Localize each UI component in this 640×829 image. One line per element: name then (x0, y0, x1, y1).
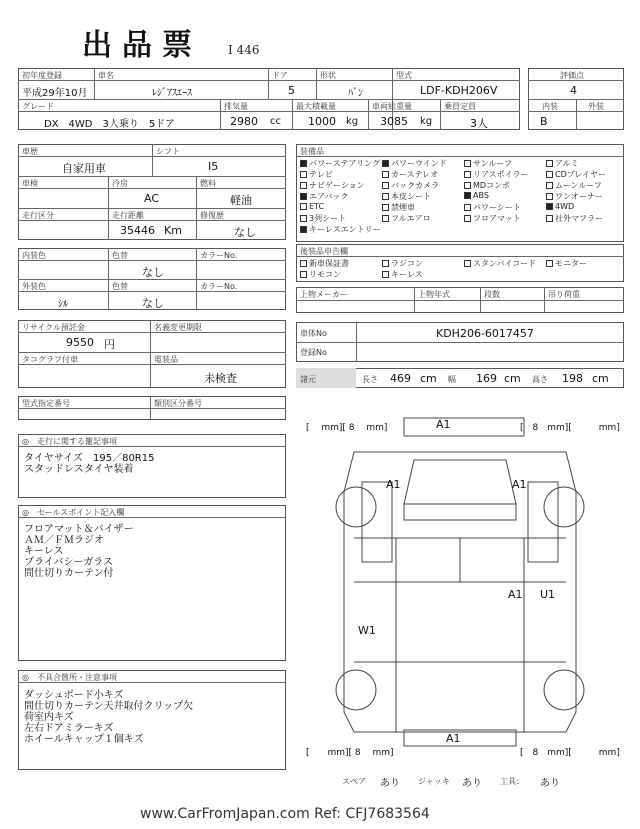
checkbox-icon (300, 193, 307, 200)
equipment-label: ムーンルーフ (555, 181, 602, 190)
checkbox-icon (546, 182, 553, 189)
aftermarket-item (546, 258, 587, 269)
front-bumper-outline (404, 418, 524, 436)
shape-label: 形状 (320, 71, 336, 80)
capacity-label: 乗員定員 (444, 102, 476, 111)
equipment-label: カーステレオ (391, 170, 439, 179)
sales-points-label: ◎ セールスポイント記入欄 (22, 508, 125, 517)
equipment-label: パワーウインド (391, 159, 447, 168)
equipment-label: ABS (473, 191, 489, 200)
capacity-value: 3人 (470, 117, 488, 130)
height-value: 198 (562, 372, 583, 385)
tire-depth-rear-left: [ mm][ 8 mm] (306, 748, 394, 758)
exterior-color-label: 外装色 (22, 282, 46, 291)
sheet-title: 出品票 (82, 28, 202, 63)
aftermarket-label: 新車保証書 (309, 259, 349, 268)
model-label: 型式 (396, 71, 412, 80)
checkbox-icon (546, 203, 553, 210)
tire-rear-right (544, 670, 584, 710)
tire-front-right (544, 487, 584, 527)
reg-number-label: 登録No (300, 348, 327, 357)
interior-color-no-label: カラーNo. (200, 251, 238, 260)
defect-4: 左右ドアミラーキズ (24, 723, 114, 734)
interior-color-change-label: 色替 (112, 251, 128, 260)
damage-mark-7: A1 (446, 732, 461, 745)
tire-rear-left (336, 670, 376, 710)
crane-maker-label: 上物メーカー (300, 290, 348, 299)
crane-load-label: 吊り荷重 (548, 290, 580, 299)
aftermarket-item (300, 258, 349, 269)
history-value: 自家用車 (62, 162, 106, 175)
tire-front-left (336, 487, 376, 527)
equipment-item (382, 180, 439, 191)
equipment-item (300, 169, 333, 180)
checkbox-icon (300, 226, 307, 233)
defect-3: 荷室内キズ (24, 712, 74, 723)
equipment-label: 社外マフラー (555, 214, 603, 223)
equipment-item (464, 158, 512, 169)
checkbox-icon (464, 171, 471, 178)
checkbox-icon (300, 203, 307, 210)
equipment-label: テレビ (309, 170, 333, 179)
grade-label: グレード (22, 102, 54, 111)
lot-number: I 446 (228, 43, 260, 57)
equipment-label: 本皮シート (391, 192, 431, 201)
aftermarket-label: モニター (555, 259, 587, 268)
checkbox-icon (546, 260, 553, 267)
equipment-label: フルエアロ (391, 214, 431, 223)
defect-1: ダッシュボード小キズ (24, 690, 124, 701)
tools-value: あり (540, 778, 560, 789)
checkbox-icon (300, 160, 307, 167)
equipment-item (300, 180, 365, 191)
exterior-rating-label: 外装 (588, 102, 604, 111)
equipment-label: キーレスエントリー (309, 225, 381, 234)
sales-point-2: ＡＭ／ＦＭラジオ (24, 535, 104, 546)
width-label: 幅 (448, 375, 456, 384)
equipment-item (300, 158, 380, 169)
aftermarket-label: リモコン (309, 270, 341, 279)
driving-note-1: タイヤサイズ 195／80R15 (24, 453, 155, 464)
checkbox-icon (464, 260, 471, 267)
name-change-label: 名義変更期限 (154, 323, 202, 332)
ac-value: AC (144, 192, 160, 205)
exterior-color-change-label: 色替 (112, 282, 128, 291)
equipment-item (464, 169, 529, 180)
equipment-label: 3列シート (309, 214, 347, 223)
first-reg-label: 初年度登録 (22, 71, 62, 80)
checkbox-icon (382, 182, 389, 189)
rating-score: 4 (570, 84, 577, 97)
checkbox-icon (300, 171, 307, 178)
jack-value: あり (462, 778, 482, 789)
checkbox-icon (382, 271, 389, 278)
driving-note-2: スタッドレスタイヤ装着 (24, 464, 134, 475)
damage-mark-4: A1 (508, 588, 523, 601)
height-label: 高さ (532, 375, 548, 384)
displacement-label: 排気量 (224, 102, 248, 111)
car-name-label: 車名 (98, 71, 114, 80)
sales-point-4: プライバシーガラス (24, 557, 113, 568)
class-number-label: 類別区分番号 (154, 399, 202, 408)
equipment-label: 4WD (555, 202, 575, 211)
gross-weight-unit: kg (420, 116, 433, 127)
shift-value: I5 (208, 160, 219, 173)
equipment-label: サンルーフ (473, 159, 512, 168)
checkbox-icon (464, 182, 471, 189)
fuel-label: 燃料 (200, 179, 216, 188)
equipment-label: パワーステアリング (309, 159, 380, 168)
length-label: 長さ (362, 375, 378, 384)
crane-steps-label: 段数 (484, 290, 500, 299)
checkbox-icon (382, 171, 389, 178)
sales-point-3: キーレス (24, 546, 64, 557)
equipment-label: バックカメラ (391, 181, 439, 190)
equipment-label: パワーシート (473, 203, 521, 212)
equipment-item (546, 169, 606, 180)
rating-label: 評価点 (560, 71, 584, 80)
equipment-label: MDコンポ (473, 181, 511, 190)
exterior-color-change: なし (142, 297, 164, 310)
tools-label: 工具： (500, 777, 524, 786)
width-unit: cm (504, 372, 521, 385)
aftermarket-item (382, 258, 423, 269)
checkbox-icon (300, 215, 307, 222)
equipment-item (546, 158, 579, 169)
crane-year-label: 上物年式 (418, 290, 450, 299)
electrics-value: 未検査 (204, 372, 237, 385)
aftermarket-item (300, 269, 341, 280)
mileage-label: 走行距離 (112, 211, 144, 220)
aftermarket-item (382, 269, 423, 280)
mileage-unit: Km (164, 224, 182, 237)
history-label: 車歴 (22, 147, 38, 156)
checkbox-icon (382, 260, 389, 267)
checkbox-icon (300, 182, 307, 189)
equipment-label: ETC (309, 202, 325, 211)
displacement-unit: cc (270, 116, 281, 127)
checkbox-icon (546, 193, 553, 200)
equipment-item (546, 202, 574, 211)
checkbox-icon (464, 215, 471, 222)
vin-value: KDH206-6017457 (436, 327, 534, 340)
driving-notes-label: ◎ 走行に関する籠記事項 (22, 437, 117, 446)
checkbox-icon (546, 171, 553, 178)
equipment-item (300, 202, 324, 211)
defect-5: ホイールキャップ１個キズ (24, 734, 144, 745)
mileage-value: 35446 (120, 224, 155, 237)
equipment-label: 禁煙車 (391, 203, 415, 212)
right-door-outline (528, 482, 558, 562)
model-value: LDF-KDH206V (420, 84, 498, 97)
sales-point-1: フロアマット＆バイザー (24, 524, 134, 535)
tire-depth-rear-right: [ 8 mm][ mm] (520, 748, 620, 758)
aftermarket-item (464, 258, 536, 269)
inspection-label: 車検 (22, 179, 38, 188)
aftermarket-label: ラジコン (391, 259, 423, 268)
checkbox-icon (300, 260, 307, 267)
jack-label: ジャッキ (418, 777, 450, 786)
max-load-value: 1000 (308, 115, 336, 128)
footer-reference: www.CarFromJapan.com Ref: CFJ7683564 (140, 806, 430, 822)
aftermarket-label: キーレス (391, 270, 423, 279)
checkbox-icon (464, 204, 471, 211)
repair-value: なし (234, 226, 256, 239)
equipment-label: ナビゲーション (309, 181, 365, 190)
equipment-item (300, 213, 346, 224)
repair-label: 修復歴 (200, 211, 224, 220)
car-name-value: ﾚｼﾞｱｽｴｰｽ (152, 88, 192, 99)
equipment-label: フロアマット (473, 214, 521, 223)
first-reg-value: 平成29年10月 (22, 88, 88, 99)
hood-outline (404, 504, 516, 520)
exterior-color: ｼﾙ (58, 299, 68, 310)
damage-mark-2: A1 (386, 478, 401, 491)
type-number-label: 型式指定番号 (22, 399, 70, 408)
spare-value: あり (380, 778, 400, 789)
equipment-item (382, 213, 431, 224)
checkbox-icon (464, 160, 471, 167)
checkbox-icon (300, 271, 307, 278)
equipment-label: リアスポイラー (473, 170, 529, 179)
ac-label: 冷房 (112, 179, 128, 188)
shift-label: シフト (156, 147, 180, 156)
grade-value: DX 4WD 3人乗り 5ドア (44, 119, 175, 130)
equipment-label: ワンオーナー (555, 192, 603, 201)
checkbox-icon (382, 160, 389, 167)
sales-point-5: 間仕切りカーテン付 (24, 568, 114, 579)
equipment-item (546, 191, 603, 202)
equipment-item (464, 202, 521, 213)
max-load-label: 最大積載量 (296, 102, 336, 111)
checkbox-icon (382, 215, 389, 222)
checkbox-icon (546, 215, 553, 222)
exterior-color-no-label: カラーNo. (200, 282, 238, 291)
aftermarket-label: 後装品申告欄 (300, 247, 348, 256)
width-value: 169 (476, 372, 497, 385)
gross-weight-label: 車両総重量 (372, 102, 412, 111)
drive-label: 走行区分 (22, 211, 54, 220)
equipment-label: エアバック (309, 192, 349, 201)
left-door-outline (362, 482, 392, 562)
recycle-unit: 円 (104, 338, 115, 351)
equipment-item (382, 158, 447, 169)
tacho-label: タコグラフ付車 (22, 355, 78, 364)
equipment-label: 装備品 (300, 147, 324, 156)
aftermarket-label: スタンバイコード (473, 259, 537, 268)
defect-2: 間仕切りカーテン天井取付クリップ欠 (24, 701, 194, 712)
equipment-item (300, 224, 381, 235)
checkbox-icon (382, 193, 389, 200)
damage-mark-1: A1 (436, 418, 451, 431)
interior-rating-label: 内装 (542, 102, 558, 111)
equipment-item (464, 191, 489, 200)
door-label: ドア (272, 71, 288, 80)
interior-color-label: 内装色 (22, 251, 46, 260)
checkbox-icon (382, 204, 389, 211)
vin-label: 車体No (300, 329, 327, 338)
equipment-item (382, 202, 415, 213)
defects-label: ◎ 不具合箇所・注意事項 (22, 673, 117, 682)
windshield-outline (404, 460, 516, 504)
equipment-label: CDプレイヤー (555, 170, 607, 179)
max-load-unit: kg (346, 116, 359, 127)
length-unit: cm (420, 372, 437, 385)
door-value: 5 (288, 84, 295, 97)
equipment-label: アルミ (555, 159, 579, 168)
damage-diagram (296, 412, 624, 752)
interior-rating: B (540, 115, 548, 128)
damage-mark-3: A1 (512, 478, 527, 491)
tire-depth-front-right: [ 8 mm][ mm] (520, 423, 620, 433)
fuel-value: 軽油 (230, 194, 252, 207)
interior-color-change: なし (142, 266, 164, 279)
checkbox-icon (546, 160, 553, 167)
equipment-item (382, 169, 438, 180)
dimensions-label: 諸元 (300, 375, 316, 384)
equipment-item (546, 180, 602, 191)
damage-mark-6: W1 (358, 624, 376, 637)
damage-mark-5: U1 (540, 588, 556, 601)
shape-value: ﾊﾞﾝ (348, 88, 363, 99)
displacement-value: 2980 (230, 115, 258, 128)
gross-weight-value: 3085 (380, 115, 408, 128)
equipment-item (464, 180, 510, 191)
equipment-item (382, 191, 431, 202)
equipment-item (546, 213, 603, 224)
spare-label: スペア (342, 777, 366, 786)
recycle-value: 9550 (66, 336, 94, 349)
equipment-item (300, 191, 348, 202)
equipment-item (464, 213, 521, 224)
height-unit: cm (592, 372, 609, 385)
tire-depth-front-left: [ mm][ 8 mm] (306, 423, 388, 433)
checkbox-icon (464, 192, 471, 199)
recycle-label: リサイクル預託金 (22, 323, 85, 332)
length-value: 469 (390, 372, 411, 385)
electrics-label: 電装品 (154, 355, 178, 364)
